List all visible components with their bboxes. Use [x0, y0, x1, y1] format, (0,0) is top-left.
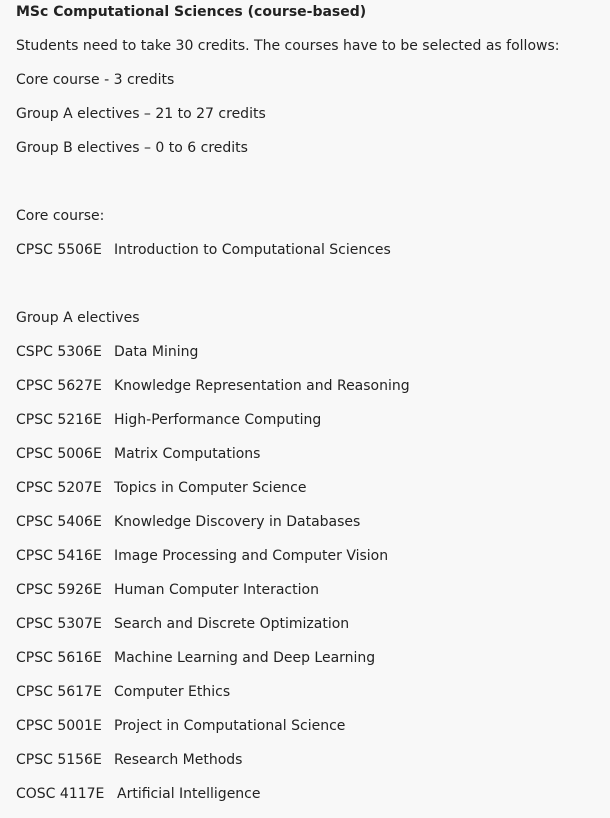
course-title: Introduction to Computational Sciences [114, 242, 391, 258]
course-title: Knowledge Representation and Reasoning [114, 378, 410, 394]
course-title: Computer Ethics [114, 684, 231, 700]
course-row [16, 376, 410, 396]
course-title: Machine Learning and Deep Learning [114, 650, 376, 666]
course-row [16, 580, 319, 600]
course-code: CPSC 5627E [16, 378, 102, 394]
intro-text: Students need to take 30 credits. The courses have to be selected as follows: [16, 38, 560, 54]
course-row [16, 478, 307, 498]
course-title: High-Performance Computing [114, 412, 322, 428]
course-code: CPSC 5416E [16, 548, 102, 564]
course-code: CPSC 5406E [16, 514, 102, 530]
core-heading: Core course: [16, 208, 105, 224]
course-code: CPSC 5156E [16, 752, 102, 768]
course-row [16, 546, 388, 566]
course-row [16, 342, 198, 362]
group-a-heading: Group A electives [16, 310, 140, 326]
course-title: Artificial Intelligence [117, 786, 261, 802]
course-row [16, 512, 360, 532]
course-row [16, 716, 345, 736]
course-code: CPSC 5506E [16, 242, 102, 258]
course-code: CPSC 5926E [16, 582, 102, 598]
program-heading: MSc Computational Sciences (course-based) [16, 4, 367, 20]
course-title: Data Mining [114, 344, 199, 360]
course-code: CSPC 5306E [16, 344, 102, 360]
course-code: CPSC 5001E [16, 718, 102, 734]
course-row [16, 784, 261, 804]
course-title: Matrix Computations [114, 446, 261, 462]
course-title: Topics in Computer Science [114, 480, 307, 496]
course-code: CPSC 5307E [16, 616, 102, 632]
requirement-core: Core course - 3 credits [16, 72, 175, 88]
course-code: CPSC 5616E [16, 650, 102, 666]
course-code: COSC 4117E [16, 786, 105, 802]
requirement-group-b: Group B electives – 0 to 6 credits [16, 140, 248, 156]
course-row [16, 444, 260, 464]
course-row [16, 614, 349, 634]
course-code: CPSC 5216E [16, 412, 102, 428]
course-row [16, 648, 375, 668]
course-code: CPSC 5617E [16, 684, 102, 700]
course-row [16, 750, 242, 770]
course-title: Research Methods [114, 752, 243, 768]
course-code: CPSC 5207E [16, 480, 102, 496]
course-code: CPSC 5006E [16, 446, 102, 462]
course-row [16, 682, 230, 702]
course-row [16, 240, 391, 260]
course-title: Project in Computational Science [114, 718, 346, 734]
course-row [16, 410, 321, 430]
course-title: Human Computer Interaction [114, 582, 319, 598]
requirement-group-a: Group A electives – 21 to 27 credits [16, 106, 266, 122]
course-title: Search and Discrete Optimization [114, 616, 350, 632]
course-title: Image Processing and Computer Vision [114, 548, 389, 564]
course-title: Knowledge Discovery in Databases [114, 514, 361, 530]
